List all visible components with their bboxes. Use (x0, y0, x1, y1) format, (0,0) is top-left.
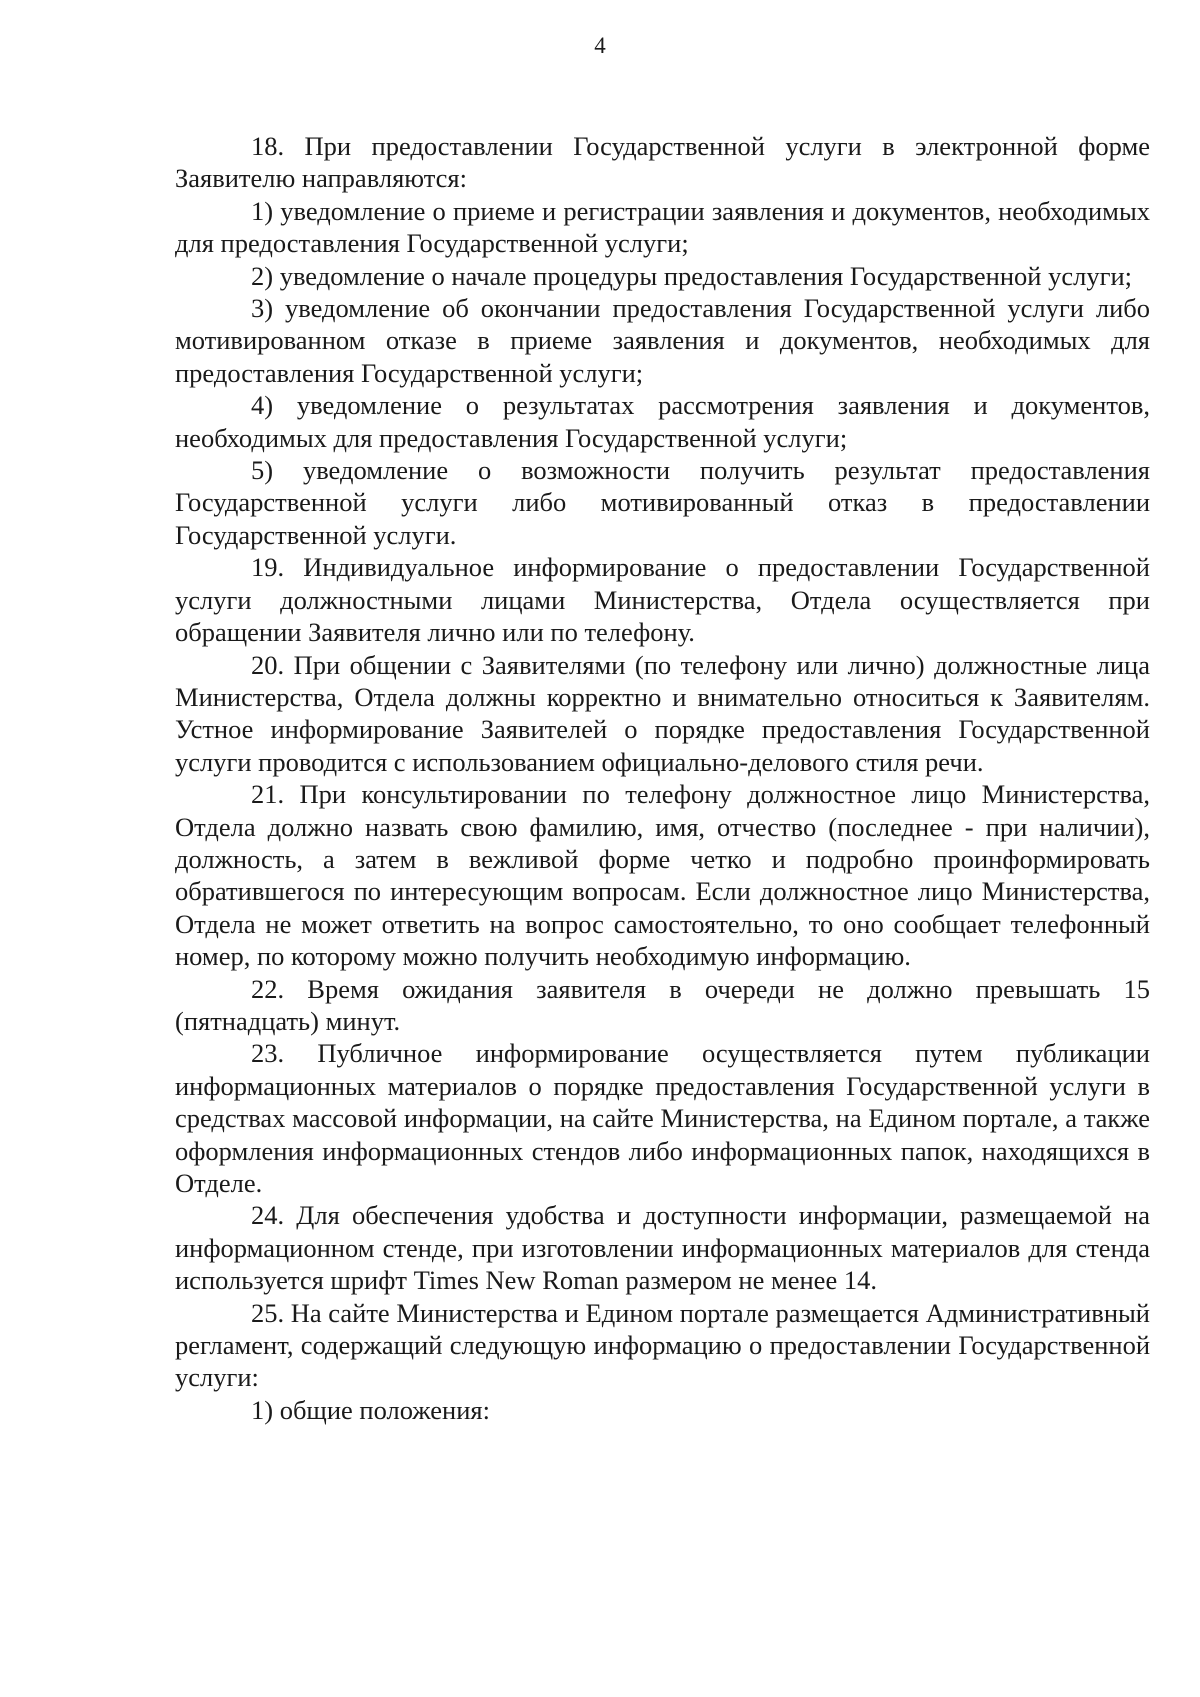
paragraph-21: 21. При консультировании по телефону должностное лицо Министерства, Отдела должно назвать свою фамилию, имя, отчество (последнее - при наличии), должность, а затем в вежливой форме четко и подробно проинформировать обратившегося по интересующим вопросам. Если должностное лицо Министерства, Отдела не может ответить на вопрос самостоятельно, то оно сообщает телефонный номер, по которому можно получить необходимую информацию. (175, 779, 1150, 972)
paragraph-19: 19. Индивидуальное информирование о предоставлении Государственной услуги должностными лицами Министерства, Отдела осуществляется при обращении Заявителя лично или по телефону. (175, 552, 1150, 648)
paragraph-18-item-4: 4) уведомление о результатах рассмотрения заявления и документов, необходимых для предоставления Государственной услуги; (175, 390, 1150, 453)
document-body (175, 130, 1150, 1426)
paragraph-18-item-3: 3) уведомление об окончании предоставления Государственной услуги либо мотивированном отказе в приеме заявления и документов, необходимых для предоставления Государственной услуги; (175, 293, 1150, 388)
paragraph-18-item-2: 2) уведомление о начале процедуры предоставления Государственной услуги; (251, 260, 1132, 291)
paragraph-22: 22. Время ожидания заявителя в очереди не должно превышать 15 (пятнадцать) минут. (175, 973, 1150, 1036)
page-number: 4 (594, 33, 606, 58)
paragraph-18-item-1: 1) уведомление о приеме и регистрации заявления и документов, необходимых для предоставления Государственной услуги; (175, 195, 1150, 259)
paragraph-20: 20. При общении с Заявителями (по телефону или лично) должностные лица Министерства, Отдела должны корректно и внимательно относиться к Заявителям. Устное информирование Заявителей о порядке предоставления Государственной услуги проводится с использованием официально-делового стиля речи. (175, 649, 1150, 777)
paragraph-23: 23. Публичное информирование осуществляется путем публикации информационных материалов о порядке предоставления Государственной услуги в средствах массовой информации, на сайте Министерства, на Едином портале, а также оформления информационных стендов либо информационных папок, находящихся в Отделе. (175, 1038, 1150, 1198)
paragraph-24: 24. Для обеспечения удобства и доступности информации, размещаемой на информационном стенде, при изготовлении информационных материалов для стенда используется шрифт Times New Roman размером не менее 14. (175, 1200, 1150, 1296)
paragraph-18-item-5: 5) уведомление о возможности получить результат предоставления Государственной услуги либо мотивированный отказ в предоставлении Государственной услуги. (175, 455, 1150, 550)
paragraph-25: 25. На сайте Министерства и Едином портале размещается Административный регламент, содержащий следующую информацию о предоставлении Государственной услуги: (175, 1297, 1150, 1393)
paragraph-25-item-1: 1) общие положения: (251, 1394, 490, 1425)
paragraph-18: 18. При предоставлении Государственной услуги в электронной форме Заявителю направляются: (175, 131, 1150, 194)
